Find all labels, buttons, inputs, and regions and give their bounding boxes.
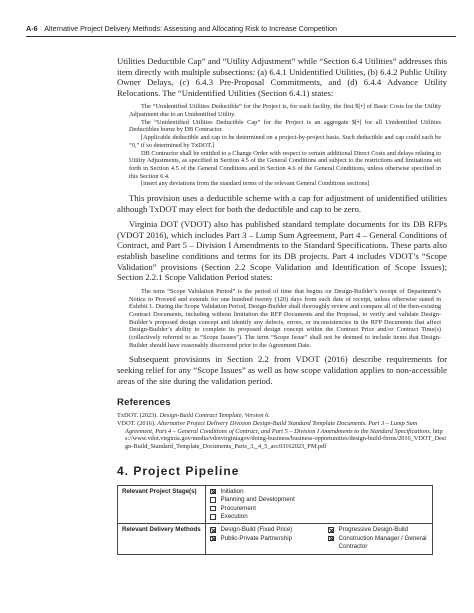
stage-options [206, 485, 433, 524]
stage-label: Relevant Project Stage(s) [118, 485, 206, 524]
checkbox-checked-icon [210, 536, 216, 542]
quote-paragraph: The term “Scope Validation Period” is the period of time that begins on Design-Builder’s receipt of Department’s Notice to Proceed and extends for one hundred twenty (120) days from such date of receipt, unless otherwise stated in Exhibit 1. During the Scope Validation Period, Design-Builder shall thoroughly review and compare all of the then-existing Contract Documents, including without limitation the RFP Documents and the Proposal, to verify and validate Design-Builder’s proposed design concept and identify any defects, errors, or inconsistencies in the RFP Documents that affect Design-Builder’s ability to complete its proposed design concept within the Contract Price and/or Contract Time(s) (collectively referred to as “Scope Issues”). The term “Scope Issue” shall not be deemed to include items that Design-Builder should have reasonably discovered prior to the Agreement Date. [129, 287, 441, 349]
body-paragraph: This provision uses a deductible scheme with a cap for adjustment of unidentified utilities although TxDOT may elect for both the deductible and cap to be zero. [117, 193, 447, 214]
checkbox-empty-icon [210, 497, 216, 503]
reference-item: VDOT. (2016). Alternative Project Delivery Division Design-Build Standard Template Documents. Part 3 – Lump Sum Agreement, Part 4 – General Conditions of Contract, and Part 5 – Division I Amendments to the Standard Specifications. https://www.vdot.virginia.gov/media/vdotvirginiagov/doing-business/business-opportunities/design-build-firms/2016_VDOT_Design-Build_Standard_Template_Documents_Parts_3,_4_5_acc03162023_PM.pdf [117, 419, 447, 451]
method-label: Relevant Delivery Methods [118, 524, 206, 554]
checkbox-empty-icon [210, 514, 216, 520]
quote-paragraph: DB Contractor shall be entitled to a Change Order with respect to certain additional Direct Costs and delays relating to Utility Adjustments, as specified in Section 4.5 of the General Conditions and subject to the restrictions and limitations set forth in Section 4.5 of the General Conditions and in Section 4.6 of the General Conditions, unless otherwise specified in this Section 6.4. [129, 149, 441, 180]
running-header [26, 24, 456, 33]
references-heading: References [117, 397, 171, 409]
body-paragraph: Subsequent provisions in Section 2.2 from VDOT (2016) describe requirements for seeking relief for any “Scope Issues” as well as how scope validation applies to non-accessible areas of the site during the validation period. [117, 354, 447, 386]
header-rule [26, 36, 456, 37]
method-option: Construction Manager / General Contractor [328, 535, 428, 552]
running-title: Alternative Project Delivery Methods: Assessing and Allocating Risk to Increase Competition [44, 24, 338, 33]
checkbox-checked-icon [328, 527, 334, 533]
references-list [117, 412, 447, 451]
reference-item: TxDOT. (2023). Design-Build Contract Template, Version 6. [117, 412, 270, 420]
table-row [118, 524, 433, 554]
stage-option: Initiation [210, 488, 428, 496]
vdot-quote [129, 288, 441, 350]
checkbox-checked-icon [210, 489, 216, 495]
quote-paragraph: The “Unidentified Utilities Deductible” for the Project is, for each facility, the first $[•] of Basic Costs for the Utility Adjustment due to an Unidentified Utility. [129, 103, 441, 119]
quote-paragraph: [Applicable deductible and cap to be determined on a project-by-project basis. Such deductible and cap could each be “0,” if so determined by TxDOT.] [129, 134, 441, 149]
body-paragraph: Virginia DOT (VDOT) also has published standard template documents for its DB RFPs (VDOT 2016), which includes Part 3 – Lump Sum Agreement, Part 4 – General Conditions of Contract, and Part 5 – Division I Amendments to the Standard Specifications. These parts also establish baseline conditions and terms for its DB projects. Part 4 includes VDOT’s “Scope Validation” provisions (Section 2.2 Scope Validation and Identification of Scope Issues); Section 2.2.1 Scope Validation Period states: [117, 219, 447, 283]
txdot-quote [129, 103, 441, 188]
checkbox-checked-icon [210, 527, 216, 533]
method-options [206, 524, 433, 554]
quote-paragraph: The “Unidentified Utilities Deductible Cap” for the Project is an aggregate $[•] for all Unidentified Utilities Deductibles borne by DB Contractor. [129, 118, 441, 134]
stage-option: Procurement [210, 505, 428, 513]
pipeline-table [117, 485, 433, 555]
page-number: A-6 [26, 24, 38, 33]
table-row [118, 485, 433, 524]
method-option: Progressive Design-Build [328, 526, 428, 534]
main-column [117, 56, 447, 555]
section-heading: 4. Project Pipeline [117, 463, 240, 478]
stage-option: Execution [210, 513, 428, 521]
stage-option: Planning and Development [210, 496, 428, 504]
intro-paragraph: Utilities Deductible Cap” and “Utility Adjustment” while “Section 6.4 Utilities” addresses this item directly with multiple subsections: (a) 6.4.1 Unidentified Utilities, (b) 6.4.2 Public Utility Owner Delays, (c) 6.4.3 Pre-Proposal Commitments, and (d) 6.4.4 Advance Utility Relocations. The “Unidentified Utilities (Section 6.4.1) states: [117, 56, 447, 98]
quote-paragraph: [insert any deviations from the standard terms of the relevant General Conditions sections] [141, 180, 370, 188]
checkbox-empty-icon [210, 506, 216, 512]
method-option: Design-Build (Fixed Price) [210, 526, 328, 534]
reference-url[interactable]: https://www.vdot.virginia.gov/media/vdotvirginiagov/doing-business/business-opportunities/design-build-firms/2016_VDOT_Design-Build_Standard_Template_Documents_Parts_3,_4_5_acc03162023_PM.pdf [125, 427, 447, 451]
checkbox-checked-icon [328, 536, 334, 542]
method-option: Public-Private Partnership [210, 535, 328, 543]
